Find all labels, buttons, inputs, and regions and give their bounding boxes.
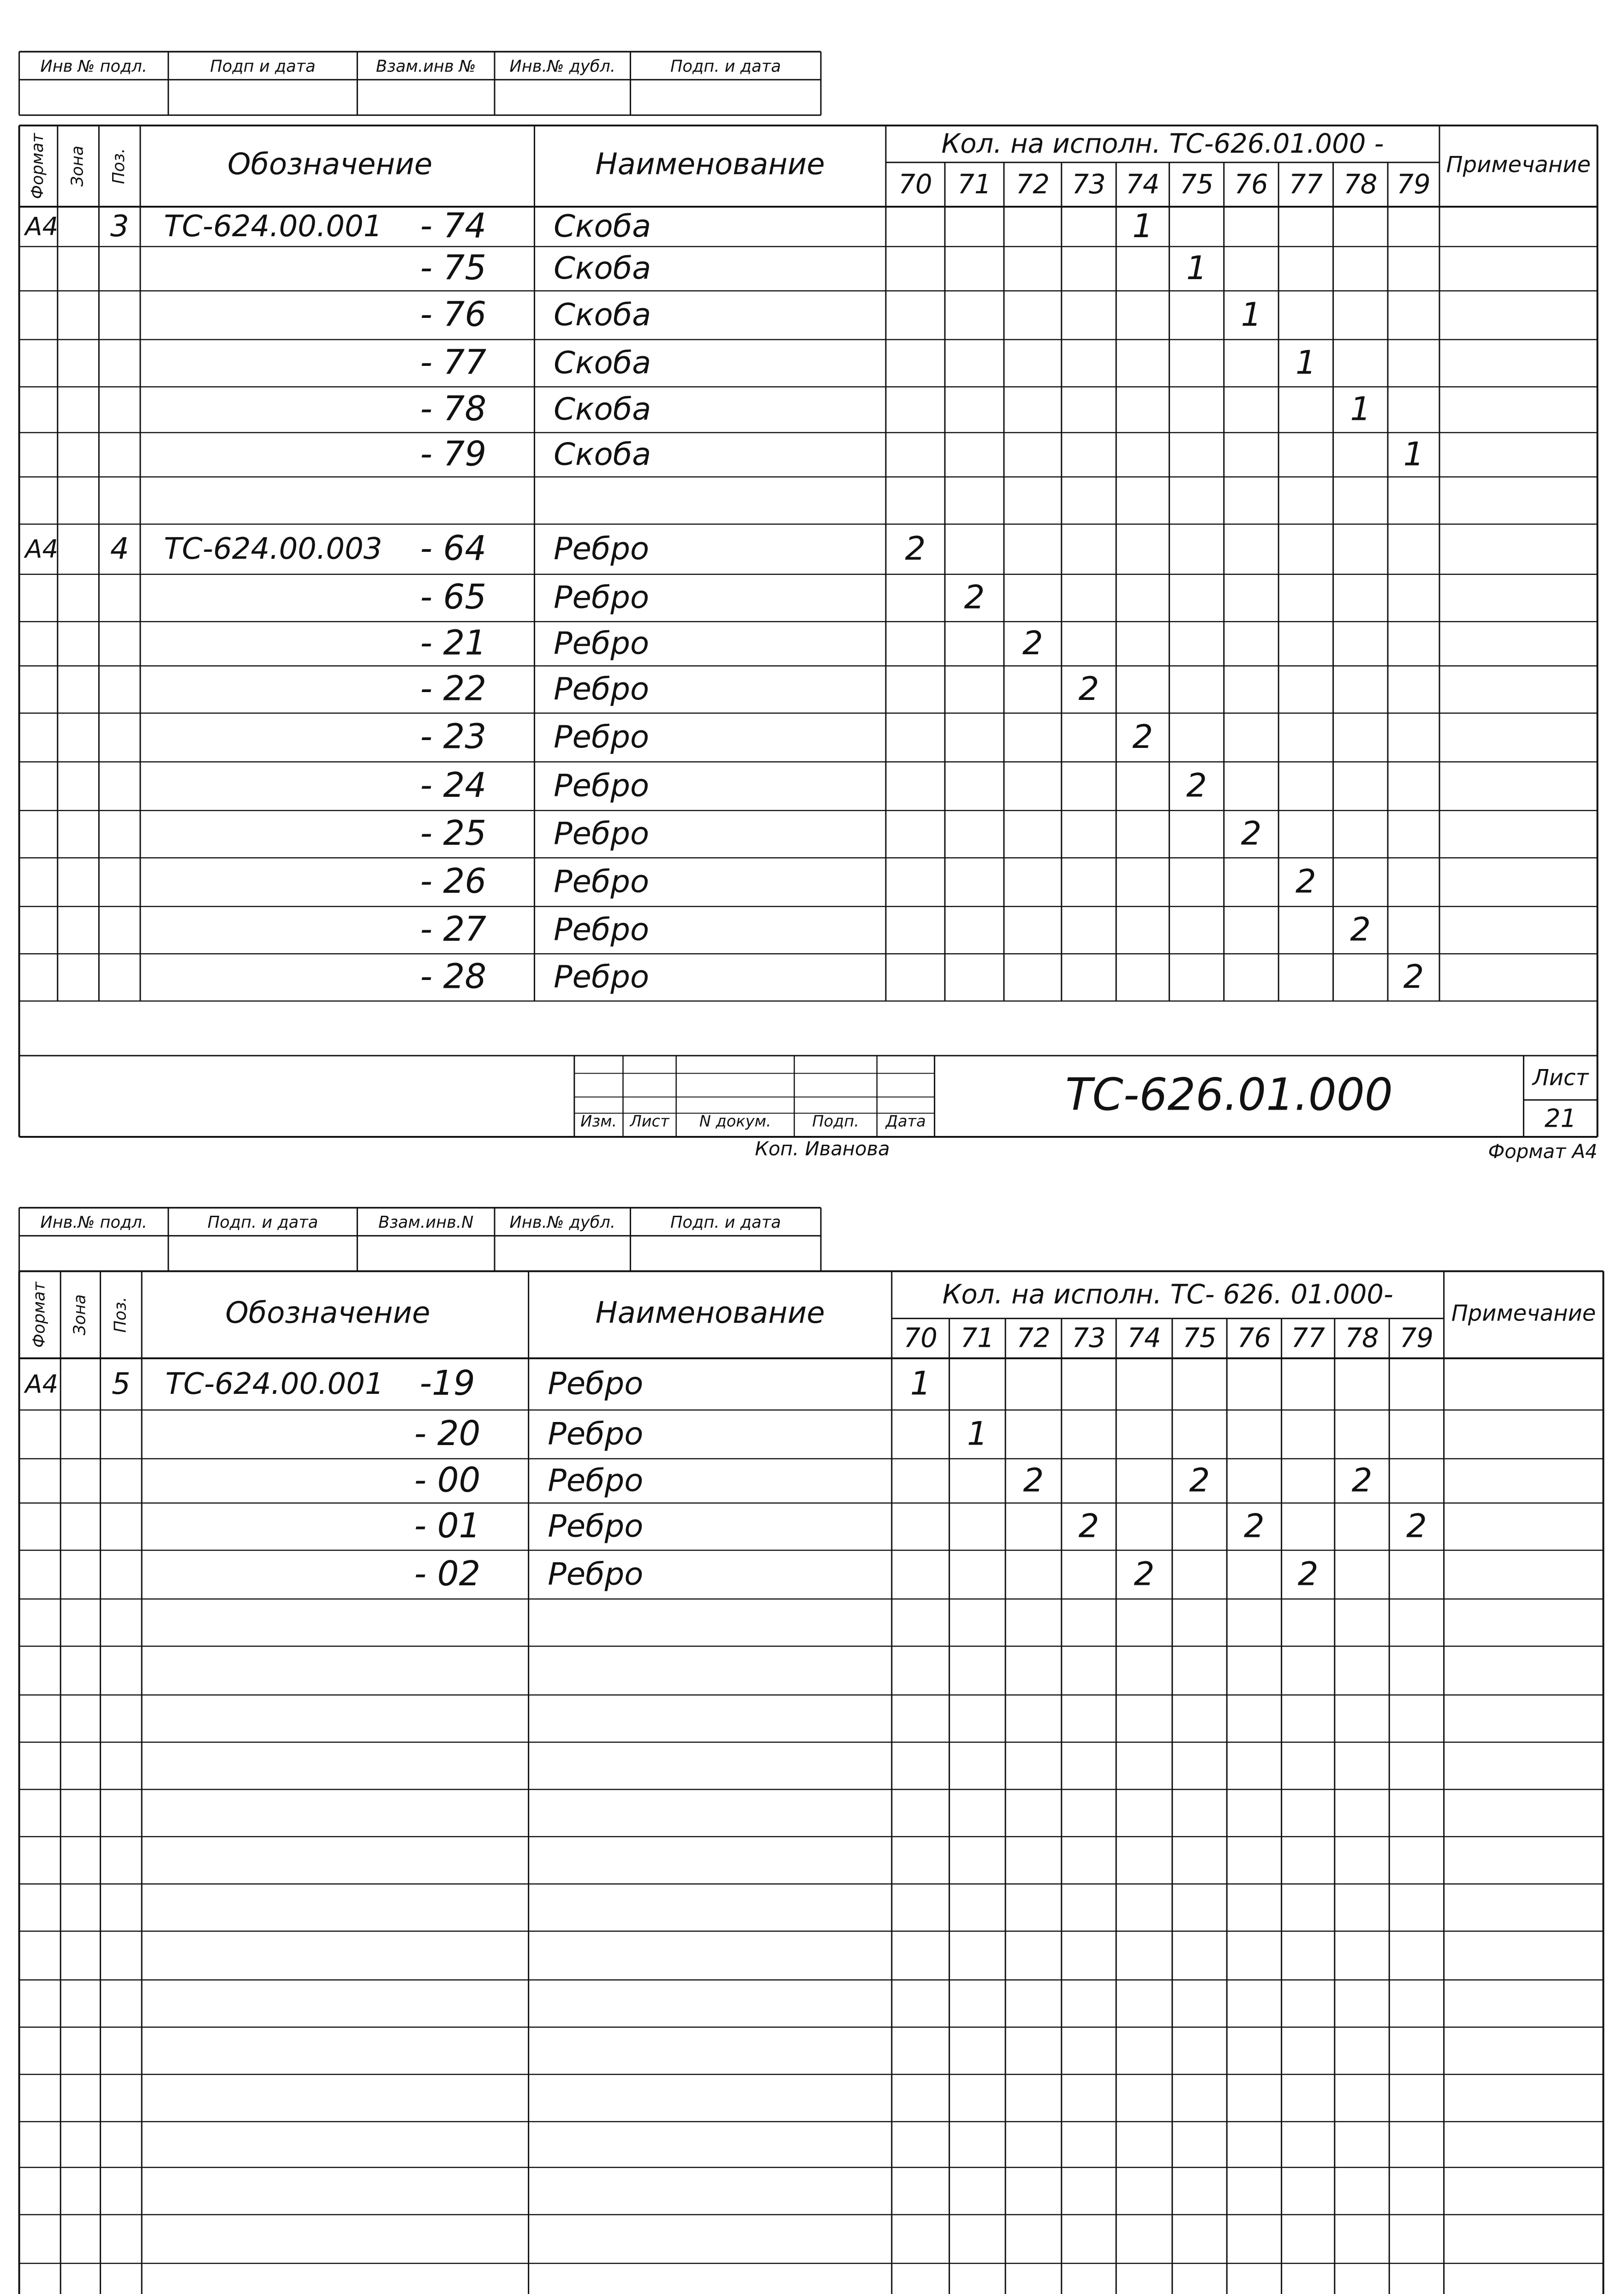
variant-suffix-cell: - 74	[420, 206, 487, 246]
variant-header: 73	[1072, 1322, 1106, 1354]
variant-header: 79	[1397, 168, 1431, 200]
variant-suffix-cell: - 77	[420, 343, 487, 382]
variant-suffix-cell: - 20	[414, 1414, 481, 1454]
quantity-header: Кол. на исполн. ТС-626.01.000 -	[941, 128, 1384, 159]
variant-suffix-cell: - 28	[420, 957, 487, 997]
quantity-cell: 2	[1406, 1507, 1427, 1545]
quantity-cell: 2	[1132, 718, 1153, 756]
variant-suffix-cell: - 64	[420, 529, 487, 568]
document-code: ТС-626.01.000	[1065, 1069, 1393, 1121]
name-cell: Ребро	[554, 815, 650, 852]
designation-header: Обозначение	[225, 1296, 430, 1331]
name-cell: Скоба	[554, 296, 651, 333]
sheet-1	[19, 52, 1598, 1163]
name-cell: Скоба	[554, 250, 651, 287]
variant-suffix-cell: -19	[419, 1364, 475, 1404]
name-cell: Скоба	[554, 344, 651, 381]
variant-suffix-cell: - 65	[420, 578, 487, 617]
quantity-header: Кол. на исполн. ТС- 626. 01.000-	[942, 1279, 1393, 1310]
quantity-cell: 2	[1297, 1555, 1319, 1593]
variant-suffix-cell: - 21	[420, 623, 487, 663]
position-cell: 5	[112, 1367, 131, 1401]
variant-header: 78	[1343, 168, 1378, 200]
stamp-label: Инв № подл.	[40, 57, 147, 76]
stamp-label: Взам.инв №	[376, 57, 476, 76]
stamp-label: Инв.№ дубл.	[509, 57, 615, 76]
variant-header: 77	[1291, 1322, 1325, 1354]
name-cell: Ребро	[554, 531, 650, 567]
name-cell: Скоба	[554, 436, 651, 472]
name-cell: Ребро	[554, 863, 650, 900]
quantity-cell: 2	[1350, 910, 1371, 949]
name-header: Наименование	[595, 147, 825, 182]
copied-by: Коп. Иванова	[755, 1137, 890, 1160]
variant-suffix-cell: - 75	[420, 248, 487, 288]
quantity-cell: 2	[1189, 1461, 1210, 1499]
quantity-cell: 2	[1351, 1461, 1373, 1499]
quantity-cell: 1	[1350, 390, 1371, 428]
name-cell: Ребро	[548, 1365, 644, 1402]
name-cell: Ребро	[548, 1416, 644, 1452]
variant-suffix-cell: - 23	[420, 717, 487, 757]
format-cell: А4	[25, 534, 59, 564]
zone-header: Зона	[68, 145, 87, 187]
sheet-label: Лист	[1532, 1065, 1589, 1091]
designation-header: Обозначение	[227, 147, 433, 182]
quantity-cell: 2	[1244, 1507, 1265, 1545]
variant-suffix-cell: - 01	[414, 1506, 481, 1546]
variant-header: 72	[1016, 1322, 1051, 1354]
stamp-label: Подп. и дата	[670, 1213, 781, 1232]
variant-header: 74	[1127, 1322, 1161, 1354]
quantity-cell: 1	[1296, 343, 1316, 382]
name-cell: Ребро	[554, 911, 650, 948]
variant-header: 71	[960, 1322, 995, 1354]
format-cell: А4	[25, 212, 59, 241]
variant-suffix-cell: - 02	[414, 1554, 481, 1594]
title-block-label: Подп.	[812, 1112, 860, 1130]
variant-suffix-cell: - 22	[420, 669, 487, 709]
format-header: Формат	[30, 1282, 49, 1348]
quantity-cell: 2	[1134, 1555, 1155, 1593]
notes-header: Примечание	[1451, 1300, 1596, 1326]
quantity-cell: 2	[1403, 958, 1424, 996]
position-header: Поз.	[111, 1296, 130, 1333]
name-cell: Ребро	[554, 671, 650, 707]
stamp-label: Подп. и дата	[670, 57, 781, 76]
variant-header: 72	[1015, 168, 1050, 200]
title-block-label: Лист	[630, 1112, 669, 1130]
variant-header: 76	[1234, 168, 1268, 200]
notes-header: Примечание	[1446, 152, 1591, 178]
format-header: Формат	[28, 133, 48, 199]
variant-header: 78	[1345, 1322, 1379, 1354]
name-header: Наименование	[595, 1296, 825, 1331]
quantity-cell: 1	[910, 1364, 931, 1403]
quantity-cell: 2	[905, 530, 926, 568]
quantity-cell: 1	[1403, 435, 1424, 473]
name-cell: Ребро	[554, 625, 650, 661]
variant-header: 79	[1399, 1322, 1434, 1354]
position-cell: 3	[110, 209, 129, 244]
name-cell: Ребро	[554, 767, 650, 804]
quantity-cell: 2	[1241, 814, 1262, 853]
stamp-label: Инв.№ подл.	[40, 1213, 147, 1232]
quantity-cell: 1	[1241, 295, 1262, 334]
name-cell: Ребро	[554, 959, 650, 995]
name-cell: Ребро	[548, 1556, 644, 1592]
variant-header: 75	[1182, 1322, 1217, 1354]
variant-header: 70	[903, 1322, 937, 1354]
position-cell: 4	[110, 532, 129, 567]
name-cell: Ребро	[548, 1462, 644, 1499]
sheet-number: 21	[1544, 1104, 1577, 1133]
zone-header: Зона	[70, 1294, 90, 1335]
variant-suffix-cell: - 78	[420, 389, 487, 429]
title-block-label: N докум.	[699, 1112, 771, 1130]
variant-header: 73	[1072, 168, 1106, 200]
quantity-cell: 2	[1078, 1507, 1099, 1545]
title-block-label: Дата	[885, 1112, 926, 1130]
title-block-label: Изм.	[580, 1112, 617, 1130]
variant-suffix-cell: - 26	[420, 862, 487, 902]
quantity-cell: 2	[1023, 1461, 1044, 1499]
name-cell: Скоба	[554, 208, 651, 244]
format-cell: А4	[25, 1369, 59, 1399]
stamp-label: Подп и дата	[210, 57, 316, 76]
name-cell: Ребро	[554, 579, 650, 615]
variant-header: 76	[1237, 1322, 1272, 1354]
variant-header: 75	[1179, 168, 1214, 200]
variant-header: 74	[1126, 168, 1160, 200]
quantity-cell: 2	[1078, 670, 1099, 708]
variant-suffix-cell: - 00	[414, 1460, 481, 1500]
stamp-label: Подп. и дата	[207, 1213, 318, 1232]
designation-cell: ТС-624.00.001	[164, 209, 382, 244]
position-header: Поз.	[109, 148, 129, 184]
quantity-cell: 2	[964, 578, 985, 616]
variant-header: 77	[1289, 168, 1323, 200]
stamp-label: Взам.инв.N	[378, 1213, 474, 1232]
name-cell: Ребро	[548, 1508, 644, 1544]
quantity-cell: 2	[1186, 766, 1207, 805]
sheet-format: Формат А4	[1488, 1140, 1598, 1163]
quantity-cell: 1	[1186, 249, 1207, 287]
quantity-cell: 1	[1132, 207, 1153, 245]
designation-cell: ТС-624.00.001	[165, 1367, 384, 1401]
variant-suffix-cell: - 27	[420, 910, 487, 950]
sheet-2	[19, 1208, 1604, 2294]
quantity-cell: 2	[1296, 862, 1316, 901]
variant-suffix-cell: - 76	[420, 295, 487, 335]
stamp-label: Инв.№ дубл.	[509, 1213, 615, 1232]
quantity-cell: 2	[1022, 624, 1043, 662]
variant-header: 70	[898, 168, 932, 200]
designation-cell: ТС-624.00.003	[164, 532, 382, 567]
variant-header: 71	[957, 168, 991, 200]
name-cell: Ребро	[554, 719, 650, 755]
variant-suffix-cell: - 24	[420, 766, 487, 806]
name-cell: Скоба	[554, 391, 651, 427]
quantity-cell: 1	[967, 1415, 988, 1453]
variant-suffix-cell: - 25	[420, 814, 487, 854]
variant-suffix-cell: - 79	[420, 434, 487, 474]
